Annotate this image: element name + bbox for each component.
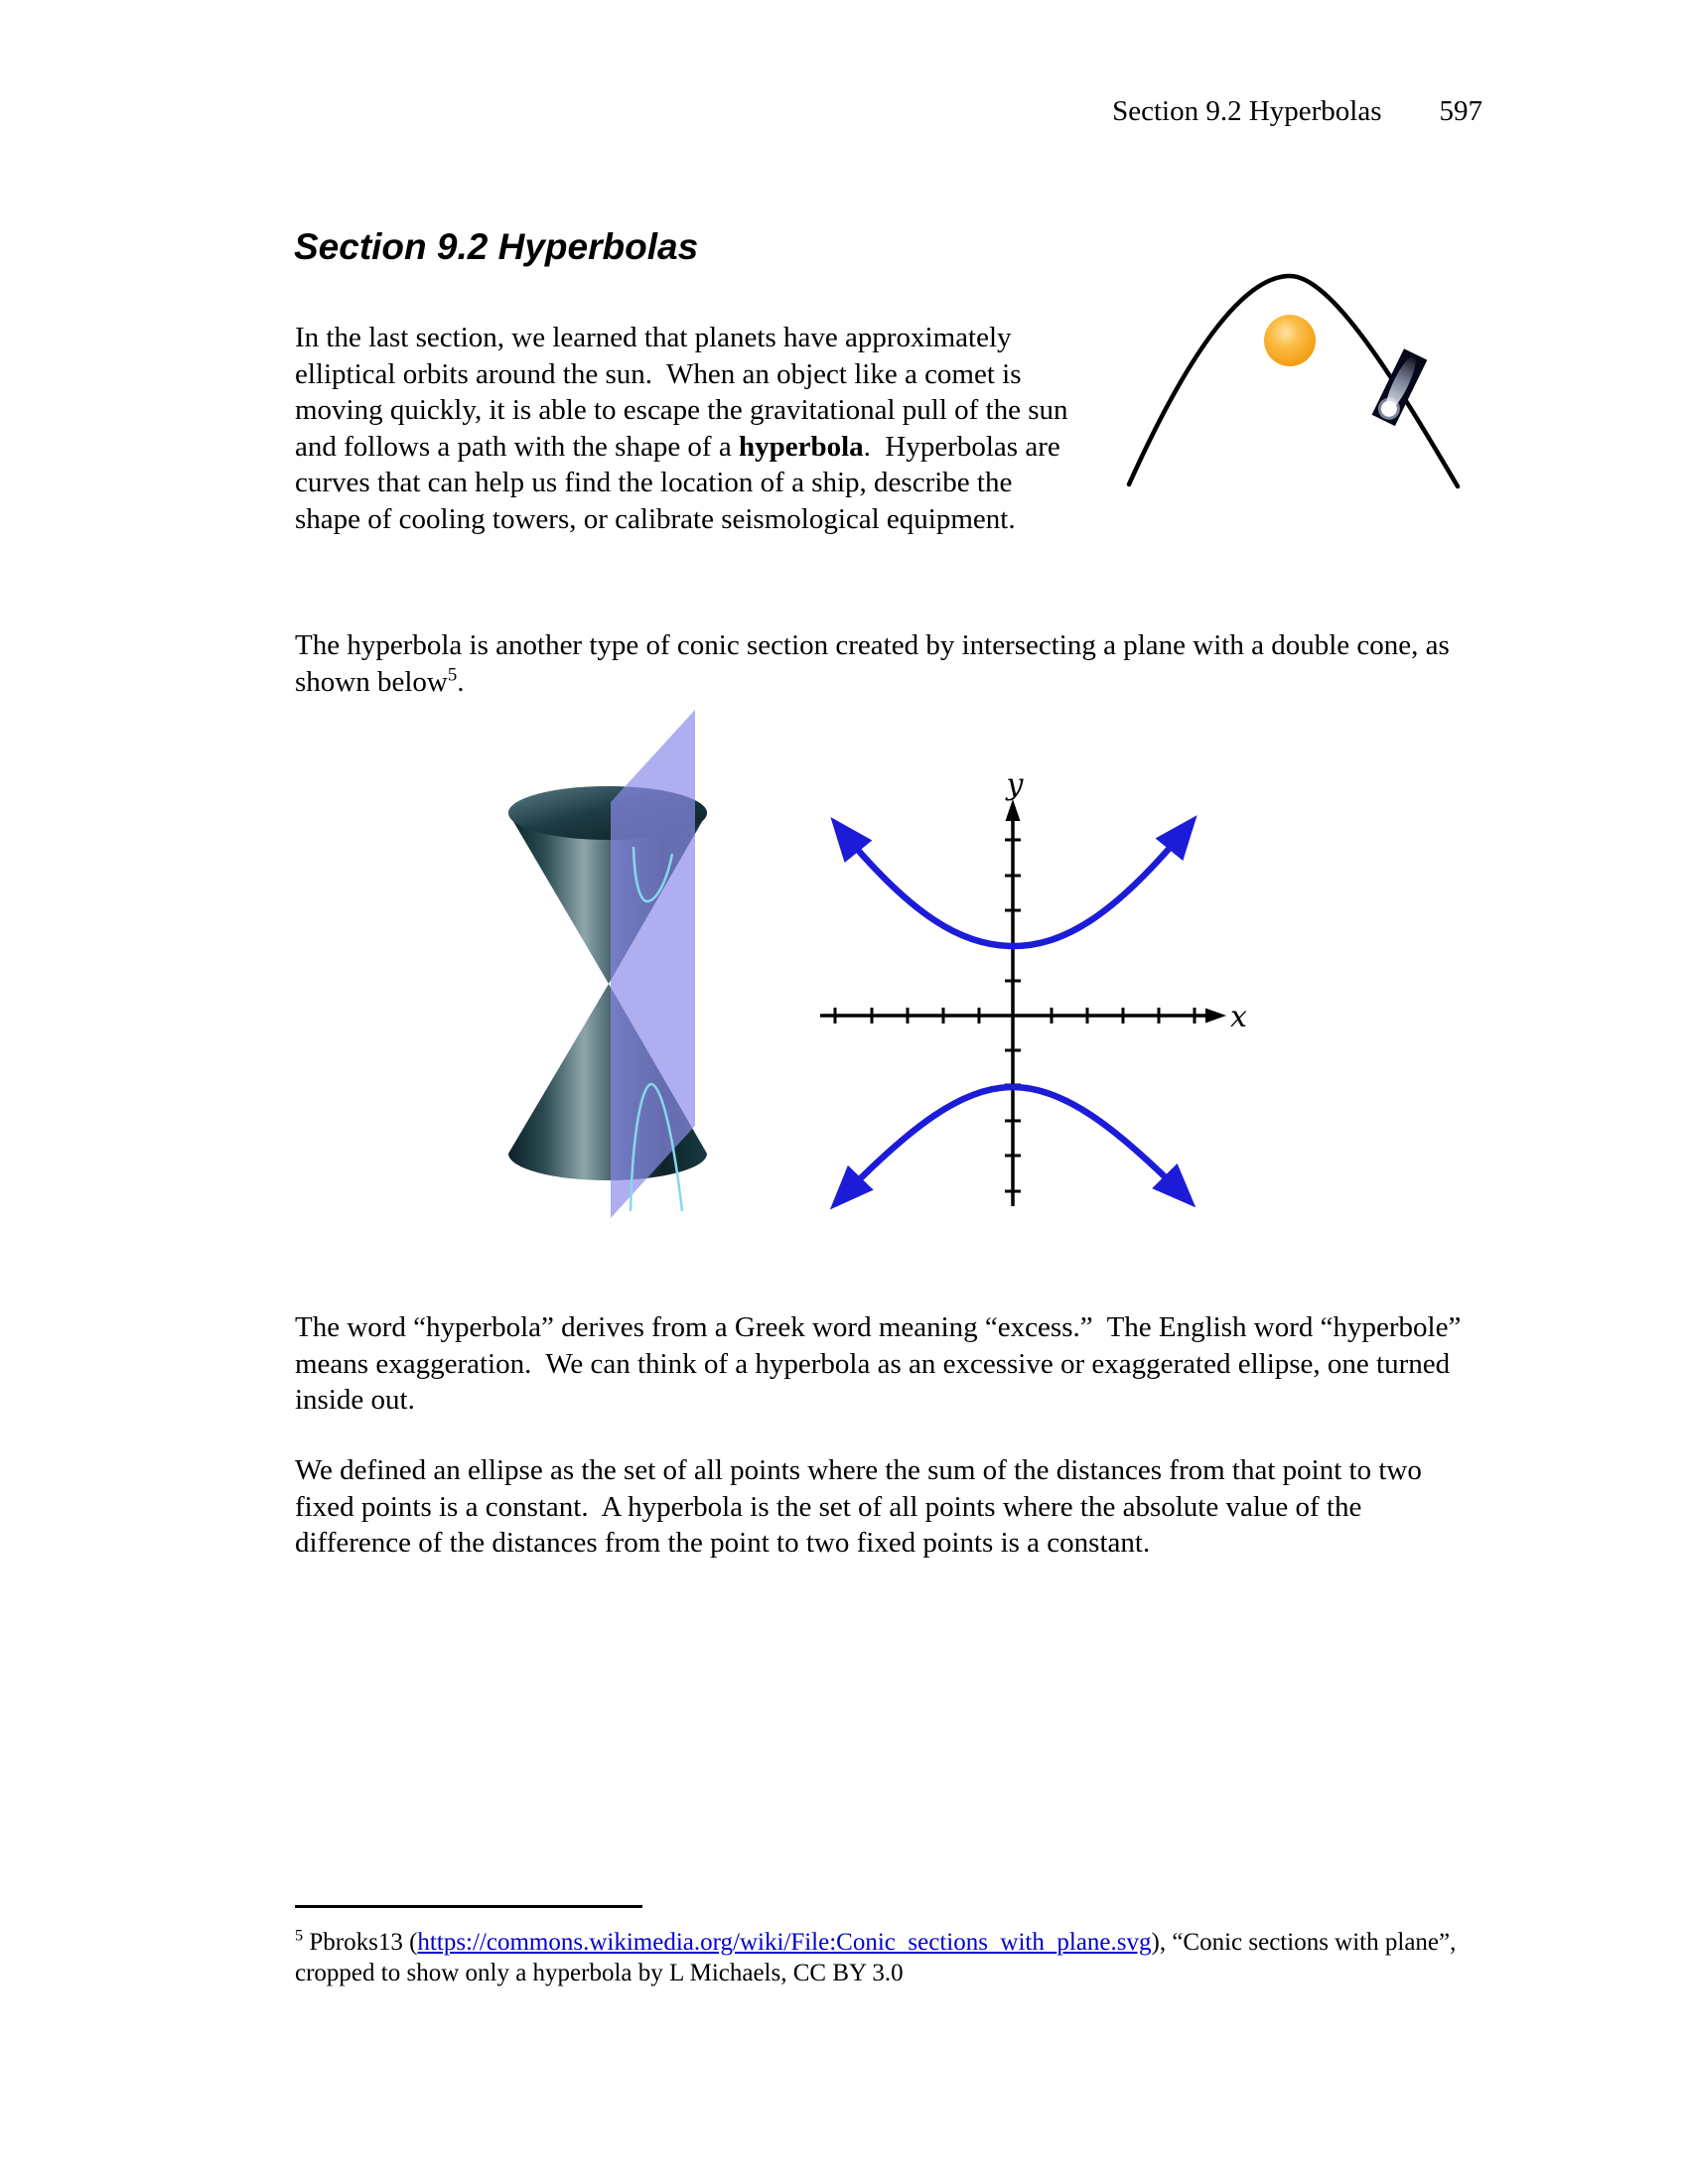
paragraph-definition: We defined an ellipse as the set of all points where the sum of the distances from that point to two fixed points is a constant. A hyperbola is the set of all points where the absolute value of the difference of the distances from the point to two fixed points is a constant. — [295, 1454, 1430, 1559]
footnote — [295, 1927, 1486, 1988]
paragraph-conic-section — [295, 627, 1482, 700]
y-axis-label: y — [1006, 767, 1024, 802]
page-title: Section 9.2 Hyperbolas — [294, 226, 699, 267]
sun-circle — [1264, 315, 1316, 366]
x-axis-arrowhead — [1205, 1009, 1226, 1024]
paragraph-conic-period: . — [457, 665, 465, 698]
double-cone-plane-figure — [462, 705, 750, 1221]
wikimedia-commons-link[interactable]: https://commons.wikimedia.org/wiki/File:Conic_sections_with_plane.svg — [417, 1929, 1152, 1956]
paragraph-etymology: The word “hyperbola” derives from a Greek word meaning “excess.” The English word “hyperbole” means exaggeration. We can think of a hyperbola as an excessive or exaggerated ellipse, one turned inside out. — [295, 1311, 1469, 1416]
paragraph-conic-text: The hyperbola is another type of conic section created by intersecting a plane with a double cone, as shown below — [295, 629, 1458, 698]
footnote-attribution-post: ), “Conic sections with plane”, cropped to show only a hyperbola by L Michaels, CC BY 3.0 — [295, 1929, 1463, 1986]
running-header — [1112, 95, 1482, 128]
comet-hyperbolic-path-figure — [1077, 241, 1475, 501]
hyperbola-graph-figure — [782, 747, 1259, 1218]
x-axis-label: x — [1230, 1000, 1247, 1034]
paragraph-intro-text-cont: . Hyperbolas are curves that can help us find the location of a ship, describe the shape of cooling towers, or calibrate seismological equipment. — [295, 430, 1067, 535]
page-number: 597 — [1439, 95, 1482, 127]
footnote-marker: 5 — [295, 1926, 304, 1945]
paragraph-intro-text: In the last section, we learned that planets have approximately elliptical orbits around the sun. When an object like a comet is moving quickly, it is able to escape the gravitational pull of the sun and follows a path with the shape of a — [295, 322, 1075, 463]
footnote-attribution-pre: Pbroks13 ( — [303, 1929, 418, 1956]
footnote-reference-marker: 5 — [447, 663, 458, 685]
running-header-title: Section 9.2 Hyperbolas — [1112, 95, 1382, 127]
hyperbola-bold-term: hyperbola — [738, 430, 864, 463]
footnote-separator-rule — [295, 1905, 642, 1908]
y-axis-arrowhead — [1006, 799, 1021, 821]
